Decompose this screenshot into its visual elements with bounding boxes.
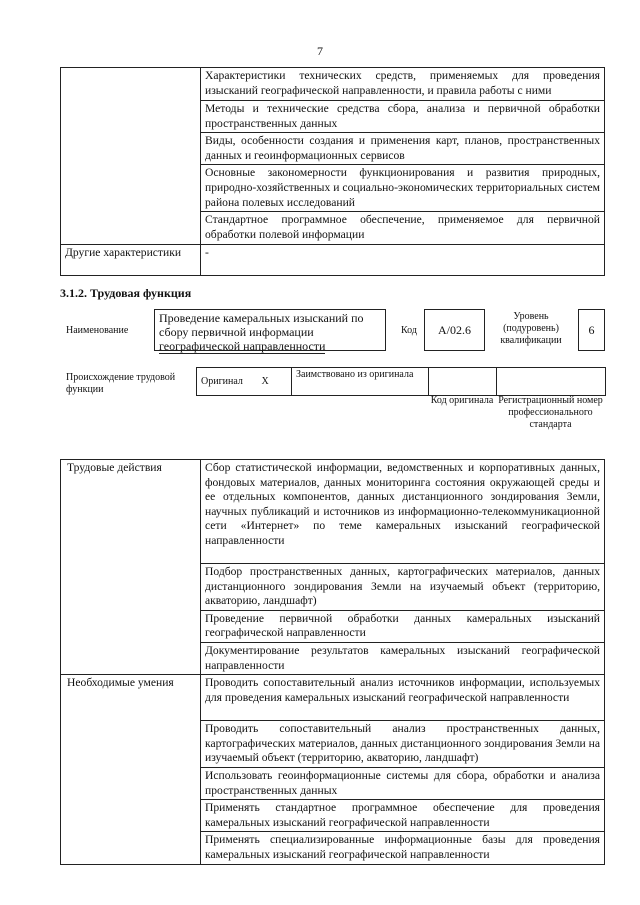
code-value: A/02.6	[424, 309, 485, 351]
skill-item: Использовать геоинформационные системы для сбора, обработки и анализа пространственных данных	[201, 767, 605, 799]
function-name-line: сбору первичной информации	[159, 325, 314, 339]
labor-action-item: Проведение первичной обработки данных камеральных изысканий географической направленности	[201, 610, 605, 642]
name-label: Наименование	[66, 325, 129, 336]
registration-number-caption: Регистрационный номер профессионального стандарта	[498, 395, 603, 430]
knowledge-item: Методы и технические средства сбора, анализа и первичной обработки пространственных данных	[201, 101, 605, 133]
knowledge-item: Виды, особенности создания и применения карт, планов, пространственных данных и геоинформационных сервисов	[201, 133, 605, 165]
function-details-table	[60, 459, 605, 865]
page-number: 7	[317, 44, 323, 58]
code-label: Код	[401, 325, 417, 336]
level-label-line: Уровень	[513, 311, 549, 322]
original-mark: X	[258, 368, 292, 396]
labor-actions-label: Трудовые действия	[61, 460, 201, 675]
knowledge-item: Стандартное программное обеспечение, применяемое для первичной обработки полевой информации	[201, 212, 605, 244]
labor-action-item: Документирование результатов камеральных изысканий географической направленности	[201, 642, 605, 674]
skill-item: Применять стандартное программное обеспечение для проведения камеральных изысканий географической направленности	[201, 800, 605, 832]
skill-item: Проводить сопоставительный анализ пространственных данных, картографических материалов, данных дистанционного зондирования Земли на изучаемый объект (территорию, акваторию, ландшафт)	[201, 721, 605, 768]
section-heading: 3.1.2. Трудовая функция	[60, 286, 192, 300]
function-name-box	[154, 309, 386, 351]
level-label-line: (подуровень)	[503, 323, 559, 334]
empty-label-cell	[61, 68, 201, 245]
labor-action-item: Сбор статистической информации, ведомственных и корпоративных данных, фондовых материалов, данных мониторинга состояния окружающей среды и ее отдельных компонентов, данных дистанционного зондирования Земли, научных публикаций и источников из информационно-телекоммуникационной сети «Интернет» по теме камеральных изысканий географической направленности	[201, 460, 605, 564]
function-name-line: географической направленности	[159, 339, 326, 353]
level-label	[490, 311, 572, 347]
labor-action-item: Подбор пространственных данных, картографических материалов, данных дистанционного зондирования Земли на изучаемый объект (территорию, акваторию, ландшафт)	[201, 564, 605, 611]
level-value: 6	[578, 309, 605, 351]
skill-item: Применять специализированные информационные базы для проведения камеральных изысканий географической направленности	[201, 832, 605, 864]
other-characteristics-label: Другие характеристики	[61, 244, 201, 275]
original-code-caption: Код оригинала	[430, 395, 494, 406]
knowledge-table	[60, 67, 605, 276]
skill-item: Проводить сопоставительный анализ источников информации, используемых для проведения камеральных изысканий географической направленности	[201, 675, 605, 721]
registration-number-cell	[497, 368, 606, 396]
knowledge-item: Основные закономерности функционирования и развития природных, природно-хозяйственных и социально-экономических территориальных систем района полевых исследований	[201, 165, 605, 212]
skills-label: Необходимые умения	[61, 675, 201, 864]
level-label-line: квалификации	[500, 335, 562, 346]
borrowed-label: Заимствовано из оригинала	[292, 368, 429, 396]
origin-table	[196, 367, 606, 396]
origin-label: Происхождение трудовой функции	[66, 372, 176, 395]
knowledge-item: Характеристики технических средств, применяемых для проведения изысканий географической направленности, и правила работы с ними	[201, 68, 605, 101]
function-name-line: Проведение камеральных изысканий по	[159, 311, 364, 325]
other-characteristics-value: -	[201, 244, 605, 275]
original-label: Оригинал	[197, 368, 258, 396]
original-code-cell	[429, 368, 497, 396]
